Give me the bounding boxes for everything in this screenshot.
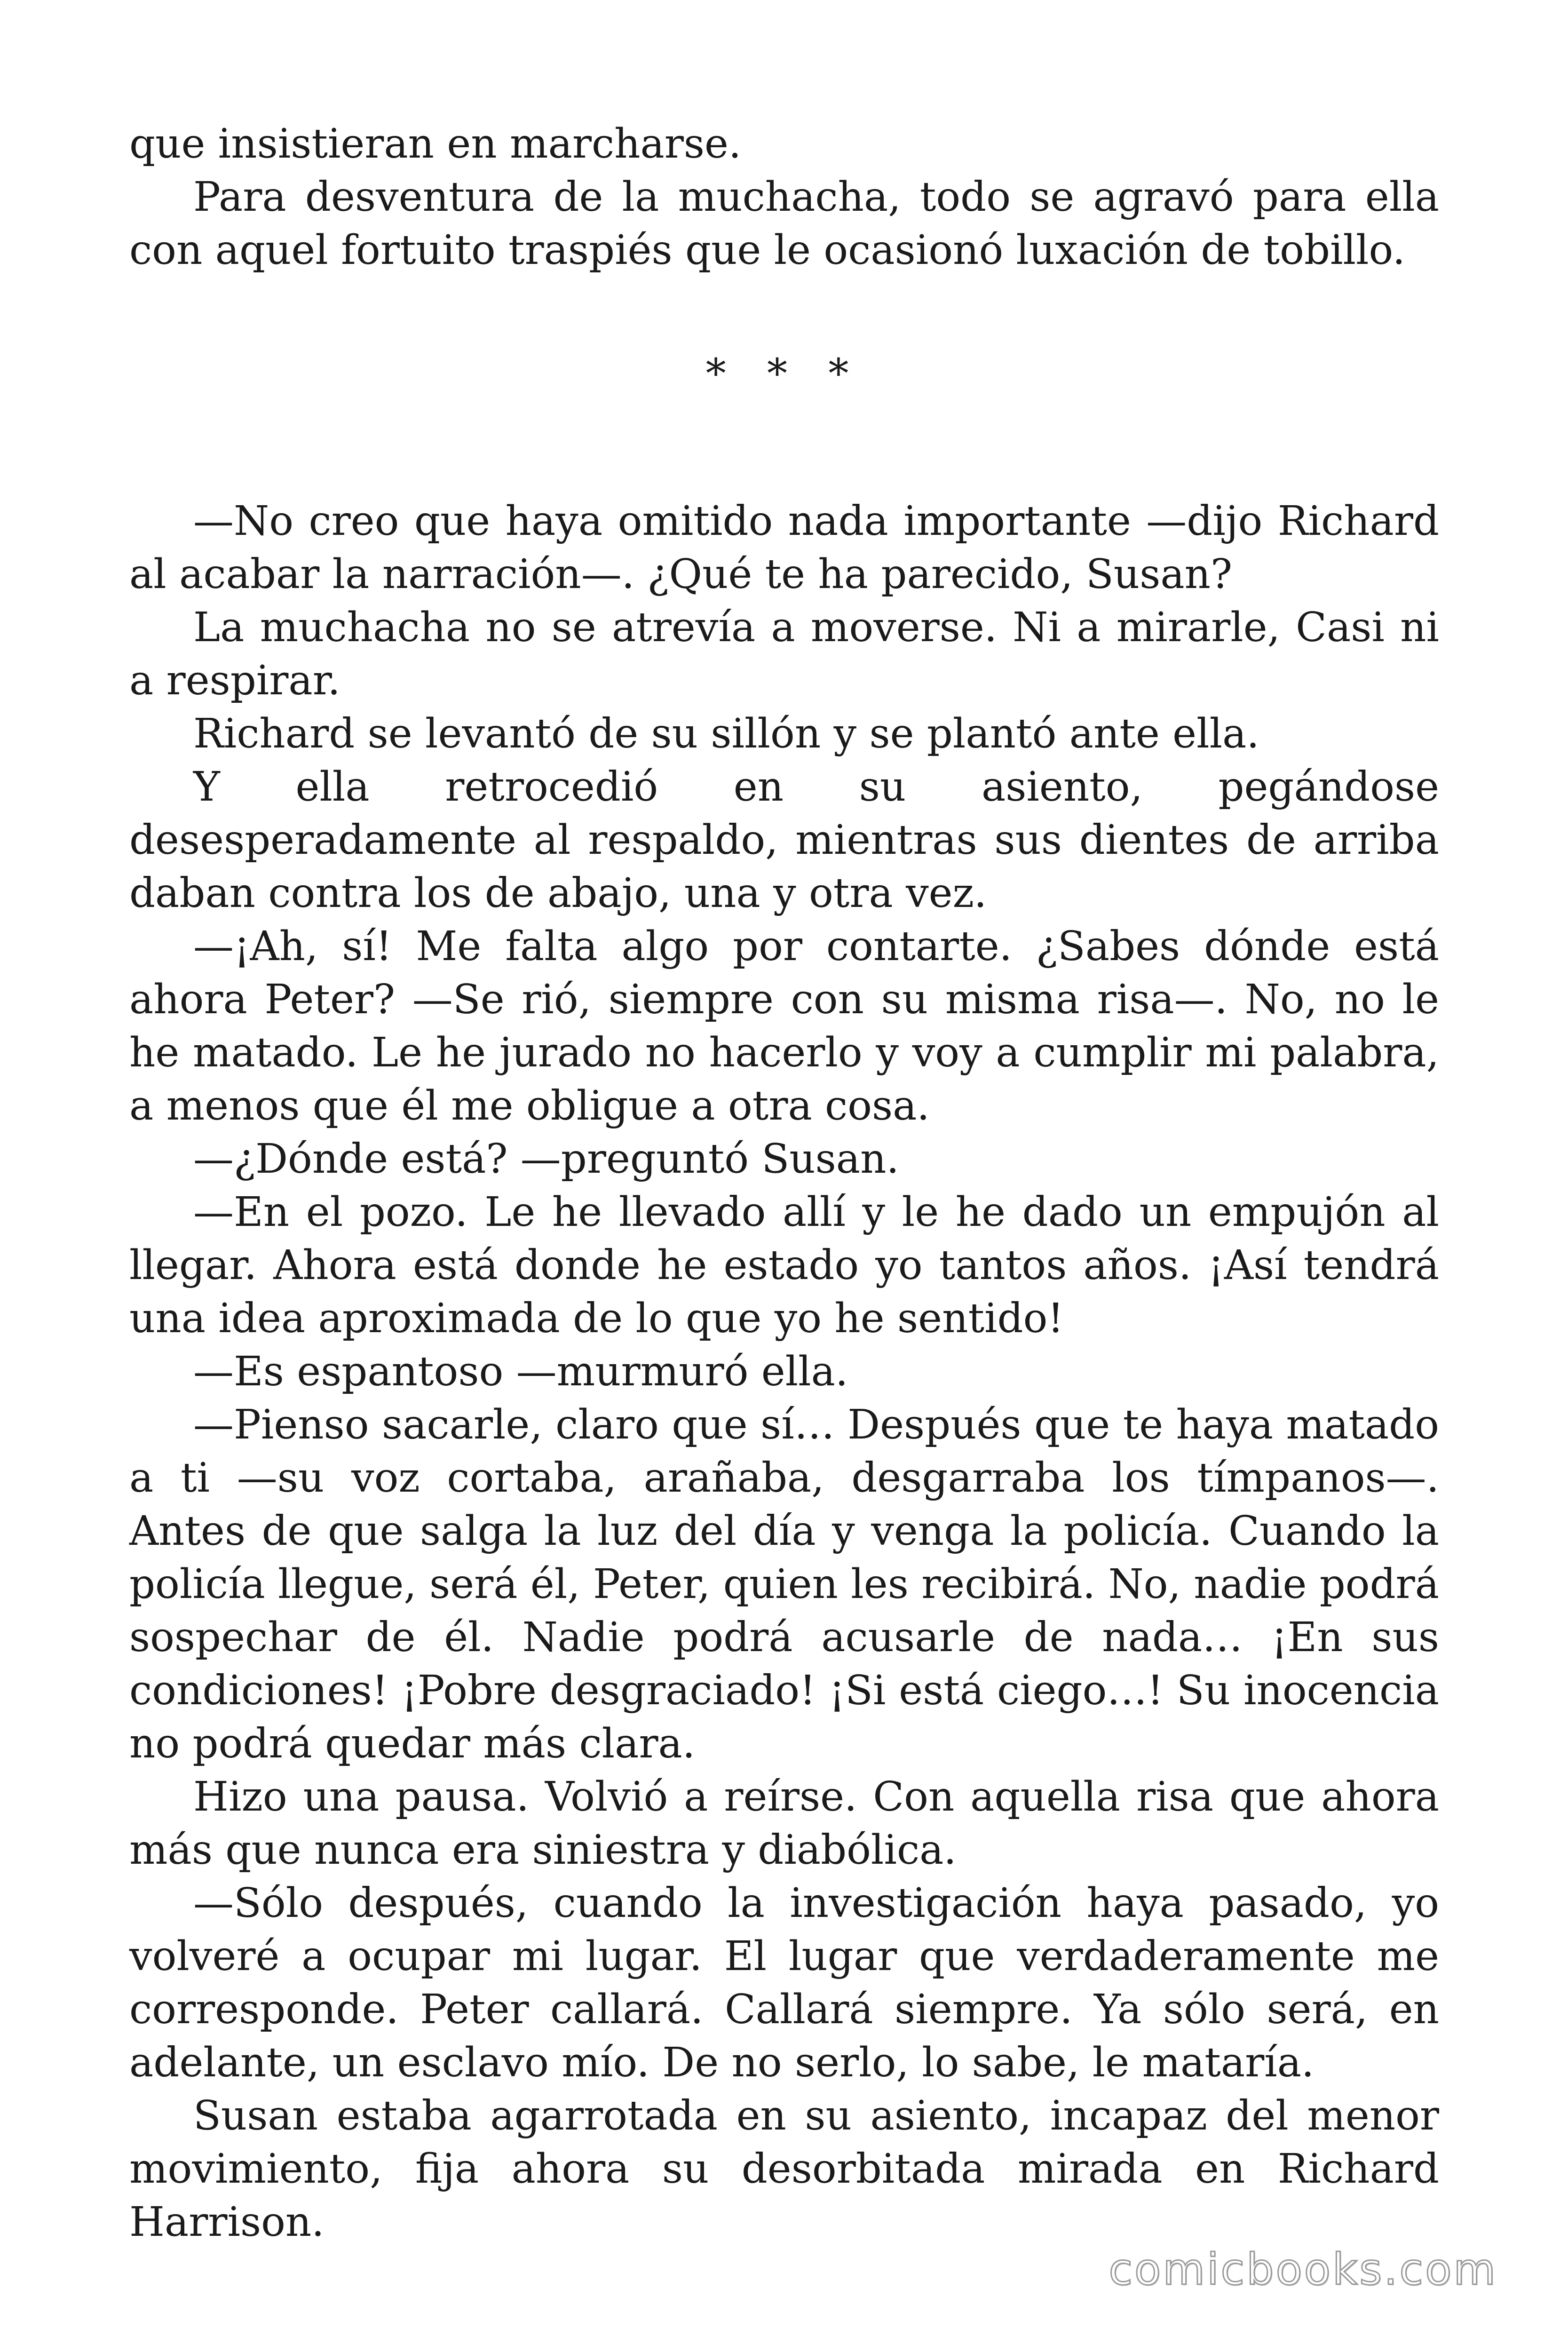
paragraph: —Es espantoso —murmuró ella. <box>193 1348 848 1395</box>
paragraph: —Pienso sacarle, claro que sí… Después que te haya matado a ti —su voz cortaba, arañaba, desgarraba los tímpanos—. Antes de que salga la luz del día y venga la policía. Cuando la policía llegue, será él, Peter, quien les recibirá. No, nadie podrá sospechar de él. Nadie podrá acusarle de nada… ¡En sus condiciones! ¡Pobre desgraciado! ¡Si está ciego…! Su inocencia no podrá quedar más clara. <box>129 1401 1439 1767</box>
paragraph: Y ella retrocedió en su asiento, pegándose desesperadamente al respaldo, mientras sus dientes de arriba daban contra los de abajo, una y otra vez. <box>129 763 1439 917</box>
paragraph: —Sólo después, cuando la investigación haya pasado, yo volveré a ocupar mi lugar. El lugar que verdaderamente me corresponde. Peter callará. Callará siempre. Ya sólo será, en adelante, un esclavo mío. De no serlo, lo sabe, le mataría. <box>129 1880 1439 2086</box>
paragraph: Susan estaba agarrotada en su asiento, incapaz del menor movimiento, fija ahora su desorbitada mirada en Richard Harrison. <box>129 2092 1439 2246</box>
paragraph: Richard se levantó de su sillón y se plantó ante ella. <box>193 710 1259 757</box>
paragraph: —¿Dónde está? —preguntó Susan. <box>193 1136 899 1183</box>
paragraph: que insistieran en marcharse. <box>129 120 742 167</box>
book-page <box>129 118 1439 2249</box>
scene-break-asterisks: * * * <box>705 350 863 397</box>
paragraph: —¡Ah, sí! Me falta algo por contarte. ¿Sabes dónde está ahora Peter? —Se rió, siempre con su misma risa—. No, no le he matado. Le he jurado no hacerlo y voy a cumplir mi palabra, a menos que él me obligue a otra cosa. <box>129 923 1439 1129</box>
paragraph: —En el pozo. Le he llevado allí y le he dado un empujón al llegar. Ahora está donde he estado yo tantos años. ¡Así tendrá una idea aproximada de lo que yo he sentido! <box>129 1189 1439 1342</box>
body-text <box>129 495 1439 2249</box>
paragraph: —No creo que haya omitido nada importante —dijo Richard al acabar la narración—. ¿Qué te ha parecido, Susan? <box>129 498 1439 598</box>
paragraph: Hizo una pausa. Volvió a reírse. Con aquella risa que ahora más que nunca era siniestra y diabólica. <box>129 1773 1439 1874</box>
paragraph: La muchacha no se atrevía a moverse. Ni a mirarle, Casi ni a respirar. <box>129 604 1439 704</box>
watermark-logo: comicbooks.com <box>1109 2244 1497 2295</box>
paragraph: Para desventura de la muchacha, todo se agravó para ella con aquel fortuito traspiés que le ocasionó luxación de tobillo. <box>129 174 1439 274</box>
